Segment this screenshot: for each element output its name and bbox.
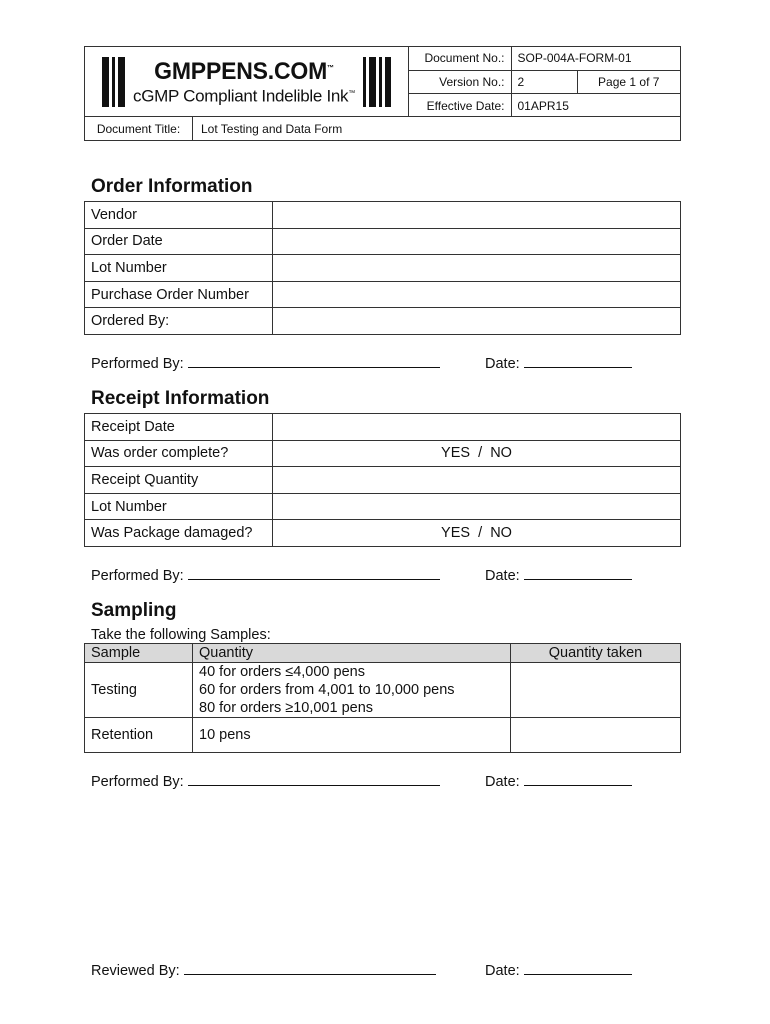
sample-name: Retention [85, 718, 193, 753]
sample-quantity: 40 for orders ≤4,000 pens 60 for orders from 4,001 to 10,000 pens 80 for orders ≥10,001 pens [193, 663, 511, 718]
ordered-by-field[interactable] [273, 308, 681, 335]
table-row [85, 255, 681, 282]
performed-by-signature-field[interactable] [188, 772, 440, 786]
logo-subtitle: cGMP Compliant Indelible Ink™ [133, 86, 355, 106]
date-label: Date: [485, 963, 520, 979]
purchase-order-field[interactable] [273, 281, 681, 308]
sampling-performed-line [91, 772, 651, 790]
receipt-information-table [84, 413, 681, 547]
date-field[interactable] [524, 354, 632, 368]
row-label: Receipt Date [85, 414, 273, 441]
sampling-heading: Sampling [91, 600, 177, 621]
table-row [85, 281, 681, 308]
effective-date-label: Effective Date: [409, 94, 511, 117]
receipt-information-heading: Receipt Information [91, 388, 270, 409]
table-row [85, 308, 681, 335]
company-logo [85, 47, 409, 116]
date-field[interactable] [524, 772, 632, 786]
document-meta [409, 47, 680, 116]
document-title-label: Document Title: [85, 117, 193, 140]
order-information-heading: Order Information [91, 176, 253, 197]
performed-by-label: Performed By: [91, 774, 184, 790]
package-damaged-choice[interactable]: YES / NO [273, 520, 681, 547]
row-label: Order Date [85, 228, 273, 255]
date-field[interactable] [524, 566, 632, 580]
barcode-right-icon [363, 57, 391, 107]
doc-no-value: SOP-004A-FORM-01 [511, 47, 680, 70]
date-field[interactable] [524, 961, 632, 975]
table-row [85, 440, 681, 467]
order-date-field[interactable] [273, 228, 681, 255]
table-row [85, 718, 681, 753]
date-label: Date: [485, 568, 520, 584]
date-label: Date: [485, 774, 520, 790]
table-row [85, 467, 681, 494]
column-header: Quantity [193, 644, 511, 663]
order-information-table [84, 201, 681, 335]
column-header: Quantity taken [511, 644, 681, 663]
lot-number-field[interactable] [273, 255, 681, 282]
row-label: Ordered By: [85, 308, 273, 335]
receipt-date-field[interactable] [273, 414, 681, 441]
reviewed-line [91, 961, 651, 979]
row-label: Lot Number [85, 255, 273, 282]
effective-date-value: 01APR15 [517, 98, 569, 113]
sample-name: Testing [85, 663, 193, 718]
order-complete-choice[interactable]: YES / NO [273, 440, 681, 467]
reviewed-by-signature-field[interactable] [184, 961, 436, 975]
performed-by-signature-field[interactable] [188, 566, 440, 580]
table-row [85, 520, 681, 547]
performed-by-label: Performed By: [91, 356, 184, 372]
document-title-value: Lot Testing and Data Form [201, 121, 343, 136]
order-performed-line [91, 354, 651, 372]
row-label: Purchase Order Number [85, 281, 273, 308]
document-header [84, 46, 681, 141]
row-label: Was order complete? [85, 440, 273, 467]
receipt-quantity-field[interactable] [273, 467, 681, 494]
barcode-left-icon [102, 57, 125, 107]
reviewed-by-label: Reviewed By: [91, 963, 180, 979]
performed-by-signature-field[interactable] [188, 354, 440, 368]
doc-no-label: Document No.: [409, 47, 511, 70]
row-label: Was Package damaged? [85, 520, 273, 547]
version-label: Version No.: [409, 70, 511, 93]
testing-quantity-taken-field[interactable] [511, 663, 681, 718]
retention-quantity-taken-field[interactable] [511, 718, 681, 753]
table-row [85, 663, 681, 718]
table-row [85, 414, 681, 441]
sample-quantity: 10 pens [193, 718, 511, 753]
row-label: Lot Number [85, 493, 273, 520]
version-value: 2 [511, 70, 577, 93]
receipt-lot-number-field[interactable] [273, 493, 681, 520]
date-label: Date: [485, 356, 520, 372]
row-label: Vendor [85, 202, 273, 229]
sampling-note: Take the following Samples: [91, 627, 271, 643]
row-label: Receipt Quantity [85, 467, 273, 494]
table-row [85, 202, 681, 229]
receipt-performed-line [91, 566, 651, 584]
table-row [85, 228, 681, 255]
performed-by-label: Performed By: [91, 568, 184, 584]
sampling-table [84, 643, 681, 753]
page-number: Page 1 of 7 [577, 70, 680, 93]
logo-title: GMPPENS.COM™ [154, 57, 334, 85]
vendor-field[interactable] [273, 202, 681, 229]
table-row [85, 493, 681, 520]
column-header: Sample [85, 644, 193, 663]
